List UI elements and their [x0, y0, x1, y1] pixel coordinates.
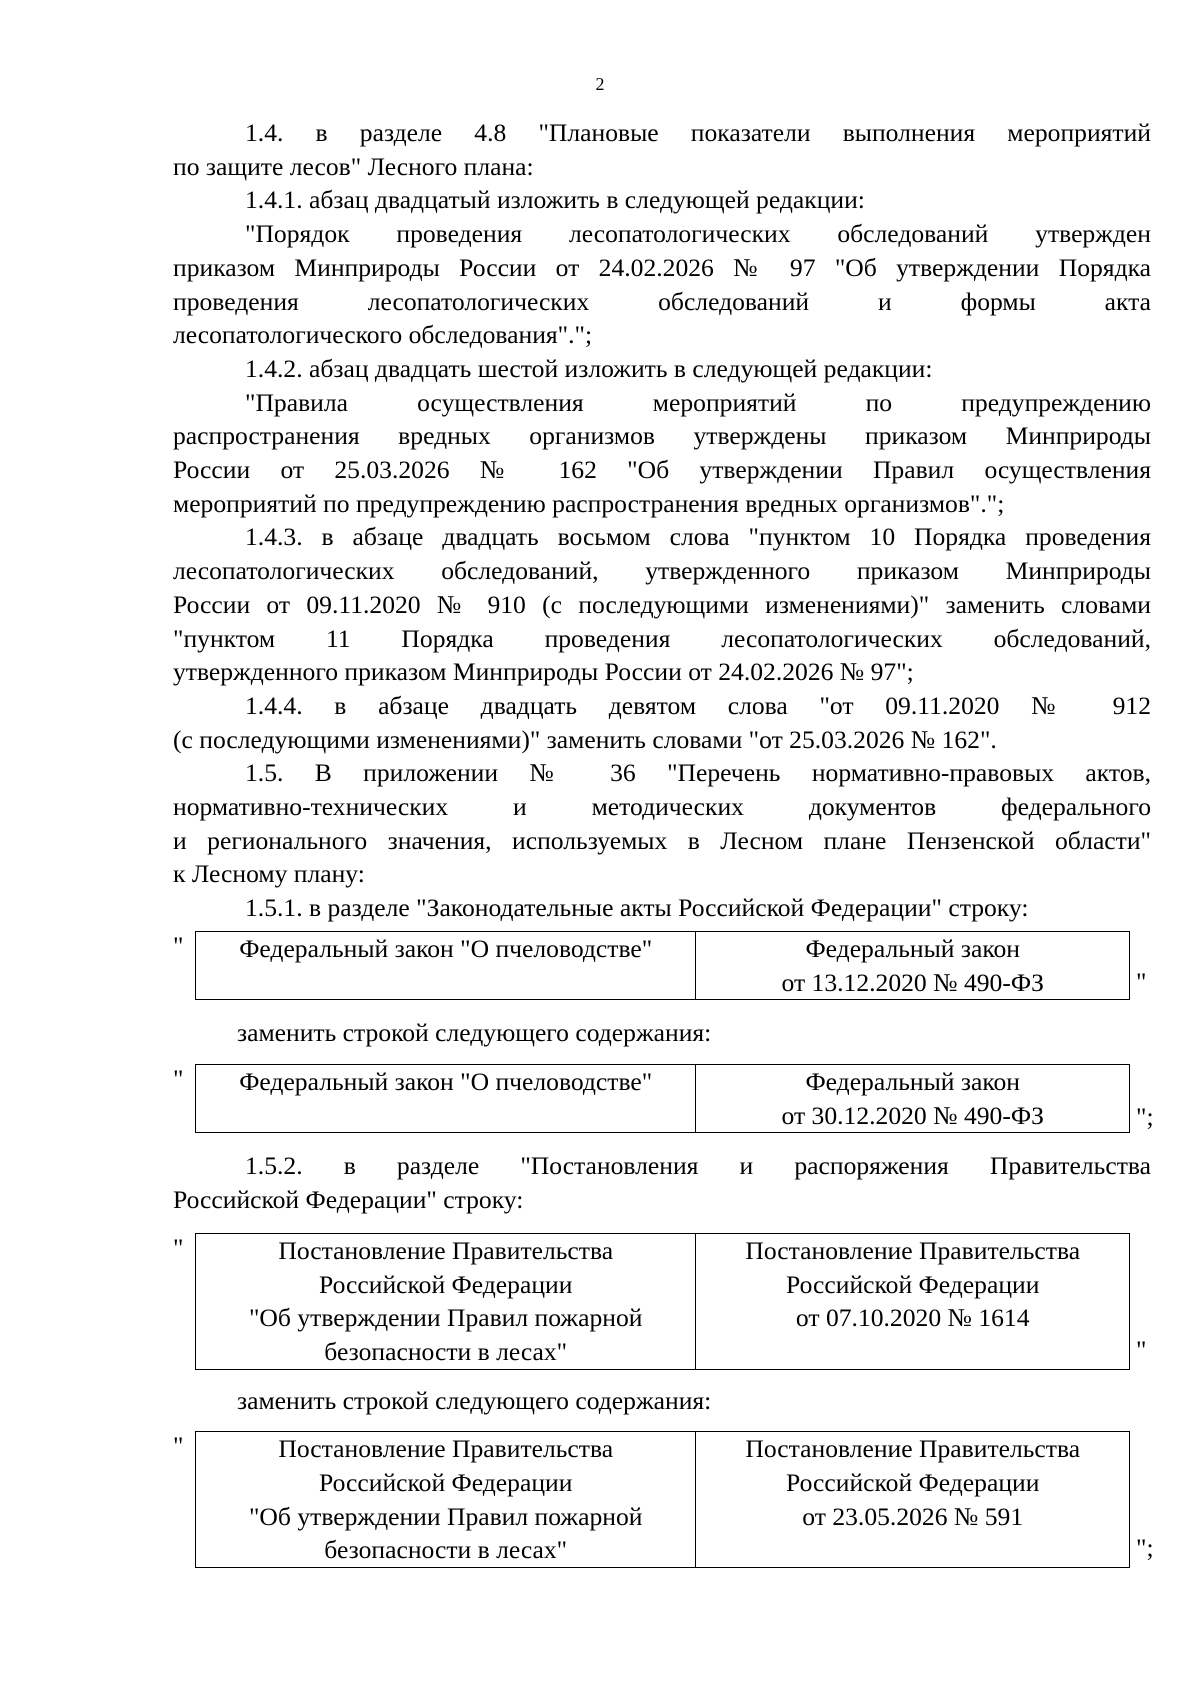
quote-open: "	[173, 1063, 184, 1093]
quote-close: "	[1136, 966, 1147, 996]
replace-line-1: заменить строкой следующего содержания:	[237, 1018, 712, 1048]
table-cell-reference	[696, 1432, 1130, 1568]
table-cell-reference	[696, 1064, 1130, 1132]
quote-open: "	[173, 1232, 184, 1262]
table-row	[196, 1064, 1130, 1132]
cell-line: от 13.12.2020 № 490-ФЗ	[781, 967, 1044, 997]
amend-block-1	[173, 931, 1151, 1000]
cell-line: безопасности в лесах"	[324, 1535, 568, 1565]
table-row	[196, 1432, 1130, 1568]
quote-close-semicolon: ";	[1136, 1533, 1154, 1563]
cell-line: от 07.10.2020 № 1614	[795, 1303, 1030, 1333]
para-1-4-4-line2: (с последующими изменениями)" заменить словами "от 25.03.2026 № 162".	[173, 724, 997, 754]
para-1-4-line1: 1.4. в разделе 4.8 "Плановые показатели выполнения мероприятий	[245, 118, 1151, 147]
quote-close: "	[1136, 1334, 1147, 1364]
para-1-4-3-line2: лесопатологических обследований, утвержденного приказом Минприроды	[173, 556, 1151, 586]
replace-line-2: заменить строкой следующего содержания:	[237, 1385, 712, 1415]
cell-line: от 23.05.2026 № 591	[802, 1501, 1024, 1531]
para-1-4-3-line1: 1.4.3. в абзаце двадцать восьмом слова "пунктом 10 Порядка проведения	[245, 522, 1151, 552]
para-1-4-2: 1.4.2. абзац двадцать шестой изложить в следующей редакции:	[245, 353, 933, 383]
para-1-4-3-line4: "пунктом 11 Порядка проведения лесопатологических обследований,	[173, 623, 1151, 653]
para-1-4-2-text-line2: распространения вредных организмов утверждены приказом Минприроды	[173, 421, 1151, 451]
amend-table-old-2	[195, 1233, 1130, 1370]
para-1-5-line2: нормативно-технических и методических документов федерального	[173, 792, 1151, 822]
table-row	[196, 931, 1130, 999]
amend-block-2	[173, 1063, 1154, 1133]
para-1-4-2-text-line3: России от 25.03.2026 № 162 "Об утверждении Правил осуществления	[173, 455, 1151, 485]
amend-block-4	[173, 1431, 1154, 1568]
cell-line: безопасности в лесах"	[324, 1336, 568, 1366]
cell-line: Российской Федерации	[319, 1468, 573, 1498]
para-1-5-2-line1: 1.5.2. в разделе "Постановления и распоряжения Правительства	[245, 1151, 1151, 1181]
table-cell-title	[196, 1432, 696, 1568]
quote-close-semicolon: ";	[1136, 1101, 1154, 1131]
para-1-4-3-line3: России от 09.11.2020 № 910 (с последующими изменениями)" заменить словами	[173, 589, 1151, 619]
cell-line: Федеральный закон	[805, 1066, 1020, 1096]
cell-line: Постановление Правительства	[745, 1434, 1081, 1464]
cell-line: Федеральный закон	[805, 933, 1020, 963]
table-cell-title	[196, 931, 696, 999]
para-1-4-1-text-line1: "Порядок проведения лесопатологических обследований утвержден	[245, 219, 1151, 249]
para-1-4-line2: по защите лесов" Лесного плана:	[173, 151, 534, 181]
table-cell-title	[196, 1064, 696, 1132]
cell-line: "Об утверждении Правил пожарной	[248, 1303, 643, 1333]
amend-table-new-2	[195, 1431, 1130, 1568]
para-1-4-2-text-line4: мероприятий по предупреждению распространения вредных организмов".";	[173, 488, 1005, 518]
amend-table-new-1	[195, 1064, 1130, 1133]
cell-line: Российской Федерации	[319, 1269, 573, 1299]
quote-open: "	[173, 1431, 184, 1461]
cell-line: "Об утверждении Правил пожарной	[248, 1501, 643, 1531]
para-1-4-1-text-line2: приказом Минприроды России от 24.02.2026 № 97 "Об утверждении Порядка	[173, 252, 1151, 282]
table-cell-reference	[696, 1233, 1130, 1369]
para-1-4-1: 1.4.1. абзац двадцатый изложить в следующей редакции:	[245, 185, 865, 215]
amend-block-3	[173, 1233, 1151, 1370]
para-1-4-2-text-line1: "Правила осуществления мероприятий по предупреждению	[245, 387, 1151, 417]
cell-line: Федеральный закон "О пчеловодстве"	[239, 933, 653, 963]
table-row	[196, 1233, 1130, 1369]
cell-line: от 30.12.2020 № 490-ФЗ	[781, 1100, 1044, 1130]
cell-line: Российской Федерации	[786, 1269, 1040, 1299]
cell-line: Постановление Правительства	[278, 1434, 614, 1464]
para-1-4-3-line5: утвержденного приказом Минприроды России от 24.02.2026 № 97";	[173, 657, 914, 687]
para-1-5-line3: и регионального значения, используемых в Лесном плане Пензенской области"	[173, 825, 1151, 855]
page-number: 2	[595, 74, 605, 94]
para-1-5-2-line2: Российской Федерации" строку:	[173, 1185, 524, 1215]
para-1-5-line1: 1.5. В приложении № 36 "Перечень нормативно-правовых актов,	[245, 758, 1151, 788]
cell-line: Постановление Правительства	[745, 1235, 1081, 1265]
cell-line: Постановление Правительства	[278, 1235, 614, 1265]
para-1-4-1-text-line4: лесопатологического обследования".";	[173, 320, 593, 350]
table-cell-title	[196, 1233, 696, 1369]
amend-table-old-1	[195, 931, 1130, 1000]
table-cell-reference	[696, 931, 1130, 999]
para-1-4-4-line1: 1.4.4. в абзаце двадцать девятом слова "от 09.11.2020 № 912	[245, 690, 1151, 720]
cell-line: Федеральный закон "О пчеловодстве"	[239, 1066, 653, 1096]
document-body	[173, 116, 1154, 1568]
para-1-4-1-text-line3: проведения лесопатологических обследований и формы акта	[173, 286, 1151, 316]
cell-line: Российской Федерации	[786, 1468, 1040, 1498]
para-1-5-line4: к Лесному плану:	[173, 859, 365, 889]
quote-open: "	[173, 930, 184, 960]
para-1-5-1: 1.5.1. в разделе "Законодательные акты Российской Федерации" строку:	[245, 893, 1029, 923]
